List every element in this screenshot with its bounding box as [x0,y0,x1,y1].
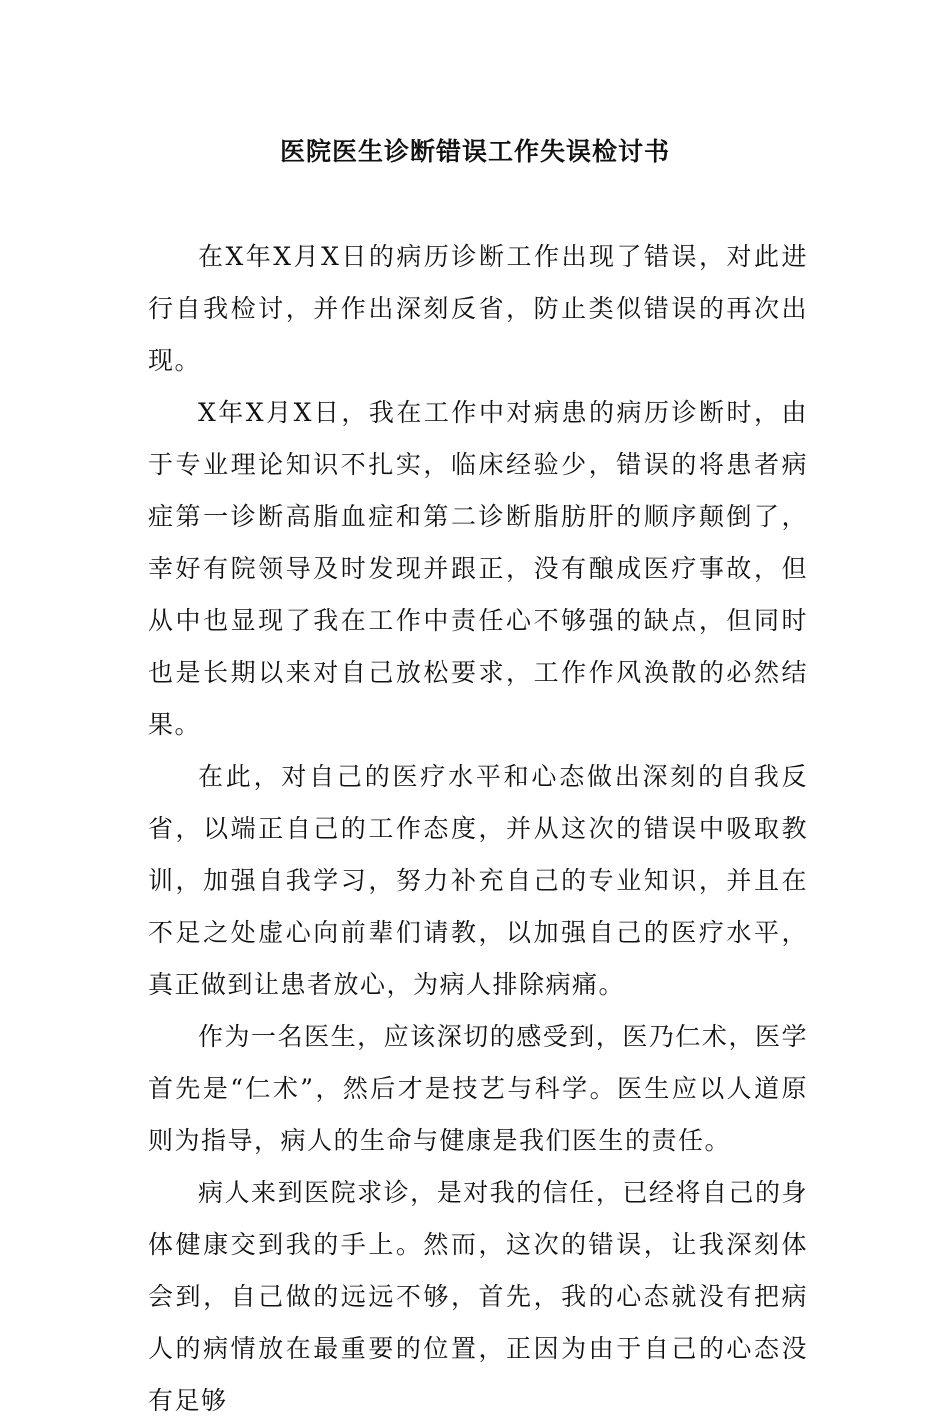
document-title: 医院医生诊断错误工作失误检讨书 [279,137,670,166]
paragraph-2: X年X月X日，我在工作中对病患的病历诊断时，由于专业理论知识不扎实，临床经验少，错误的将患者病症第一诊断高脂血症和第二诊断脂肪肝的顺序颠倒了，幸好有院领导及时发现并跟正，没有酿成医疗事故，但从中也显现了我在工作中责任心不够强的缺点，但同时也是长期以来对自己放松要求，工作作风涣散的必然结果。 [148,398,808,739]
paragraph-3: 在此，对自己的医疗水平和心态做出深刻的自我反省，以端正自己的工作态度，并从这次的错误中吸取教训，加强自我学习，努力补充自己的专业知识，并且在不足之处虚心向前辈们请教，以加强自己的医疗水平，真正做到让患者放心，为病人排除病痛。 [148,762,808,999]
paragraph-4: 作为一名医生，应该深切的感受到，医乃仁术，医学首先是“仁术”，然后才是技艺与科学。医生应以人道原则为指导，病人的生命与健康是我们医生的责任。 [148,1022,808,1155]
paragraph-1: 在X年X月X日的病历诊断工作出现了错误，对此进行自我检讨，并作出深刻反省，防止类似错误的再次出现。 [148,242,808,375]
document-body [148,231,808,1427]
paragraph-5: 病人来到医院求诊，是对我的信任，已经将自己的身体健康交到我的手上。然而，这次的错误，让我深刻体会到，自己做的远远不够，首先，我的心态就没有把病人的病情放在最重要的位置，正因为由于自己的心态没有足够 [148,1178,808,1415]
